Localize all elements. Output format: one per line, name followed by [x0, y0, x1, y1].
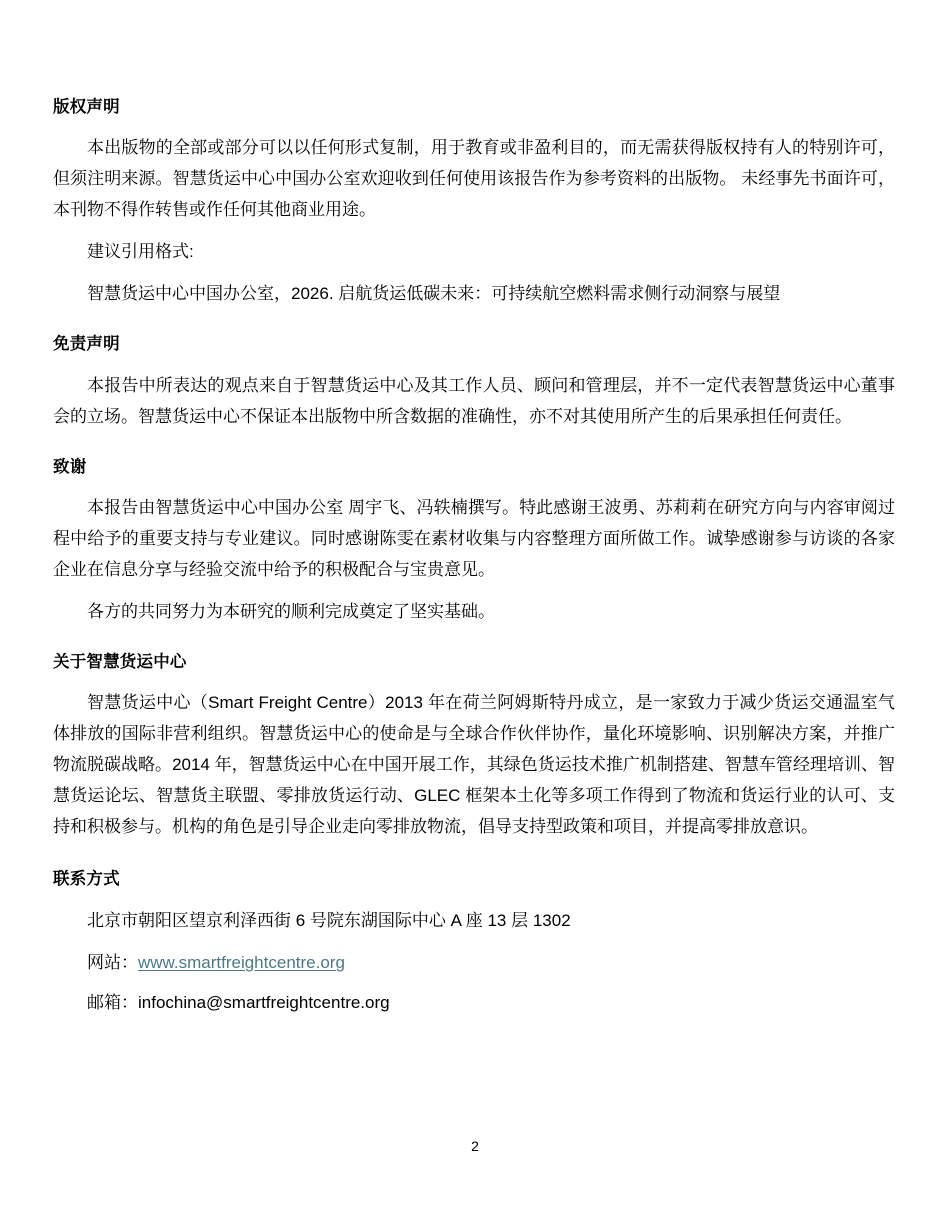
- disclaimer-heading: 免责声明: [53, 335, 120, 354]
- contact-section: [53, 868, 895, 1020]
- acknowledgement-section: [53, 456, 895, 627]
- copyright-heading: 版权声明: [53, 98, 120, 116]
- page-content: [53, 96, 895, 1039]
- acknowledgement-paragraph-2: 各方的共同努力为本研究的顺利完成奠定了坚实基础。: [87, 601, 495, 621]
- acknowledgement-heading: 致谢: [53, 457, 87, 476]
- email-label: 邮箱：: [87, 993, 138, 1013]
- about-paragraph: 智慧货运中心（Smart Freight Centre）2013 年在荷兰阿姆斯特丹成立，是一家致力于减少货运交通温室气体排放的国际非营利组织。智慧货运中心的使命是与全球合作伙伴协作，量化环境影响、识别解决方案，并推广物流脱碳战略。2014 年，智慧货运中心在中国开展工作，其绿色货运技术推广机制搭建、智慧车管经理培训、智慧货运论坛、智慧货主联盟、零排放货运行动、GLEC 框架本土化等多项工作得到了物流和货运行业的认可、支持和积极参与。机构的角色是引导企业走向零排放物流，倡导支持型政策和项目，并提高零排放意识。: [53, 693, 895, 837]
- acknowledgement-paragraph-1: 本报告由智慧货运中心中国办公室 周宇飞、冯轶楠撰写。特此感谢王波勇、苏莉莉在研究方向与内容审阅过程中给予的重要支持与专业建议。同时感谢陈雯在素材收集与内容整理方面所做工作。诚挚感谢参与访谈的各家企业在信息分享与经验交流中给予的积极配合与宝贵意见。: [53, 497, 895, 579]
- email-address: infochina@smartfreightcentre.org: [138, 993, 390, 1013]
- contact-email-row: [53, 986, 895, 1020]
- copyright-paragraph: 本出版物的全部或部分可以以任何形式复制，用于教育或非盈利目的，而无需获得版权持有人的特别许可，但须注明来源。智慧货运中心中国办公室欢迎收到任何使用该报告作为参考资料的出版物。 未经事先书面许可，本刊物不得作转售或作任何其他商业用途。: [53, 138, 895, 220]
- citation-text: 智慧货运中心中国办公室，2026. 启航货运低碳未来：可持续航空燃料需求侧行动洞察与展望: [87, 284, 781, 304]
- disclaimer-paragraph: 本报告中所表达的观点来自于智慧货运中心及其工作人员、顾问和管理层，并不一定代表智慧货运中心董事会的立场。智慧货运中心不保证本出版物中所含数据的准确性，亦不对其使用所产生的后果承担任何责任。: [53, 375, 895, 426]
- citation-label: 建议引用格式:: [87, 242, 194, 262]
- contact-website-row: [53, 946, 895, 980]
- website-label: 网站：: [87, 953, 138, 973]
- contact-heading: 联系方式: [53, 870, 120, 889]
- copyright-section: [53, 96, 895, 309]
- disclaimer-section: [53, 333, 895, 431]
- about-section: [53, 651, 895, 842]
- contact-address: 北京市朝阳区望京利泽西街 6 号院东湖国际中心 A 座 13 层 1302: [87, 911, 571, 931]
- about-heading: 关于智慧货运中心: [53, 652, 187, 671]
- website-link[interactable]: www.smartfreightcentre.org: [138, 953, 345, 973]
- page-number: 2: [471, 1138, 479, 1154]
